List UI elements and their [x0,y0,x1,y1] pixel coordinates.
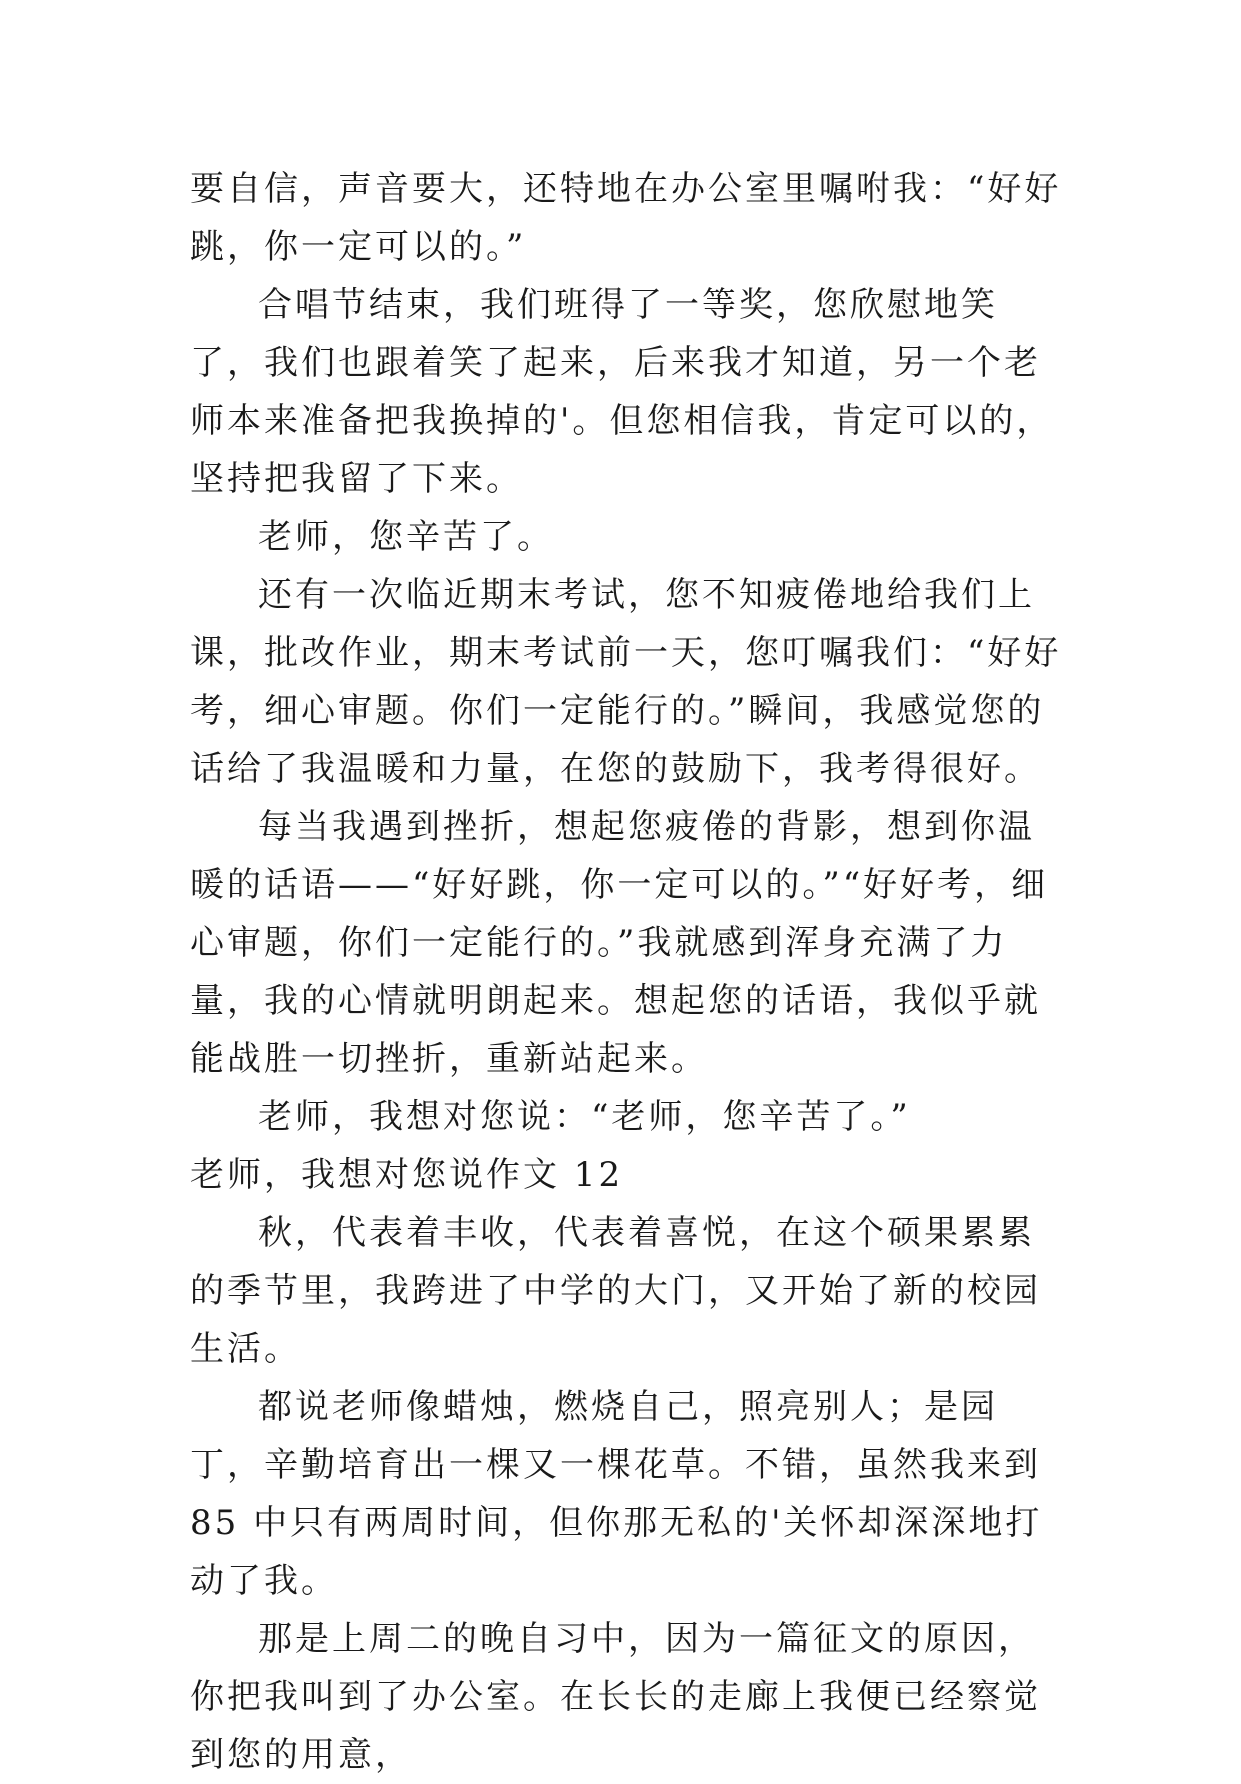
paragraph-exam: 还有一次临近期末考试，您不知疲倦地给我们上课，批改作业，期末考试前一天，您叮嘱我们：“好好考，细心审题。你们一定能行的。”瞬间，我感觉您的话给了我温暖和力量，在您的鼓励下，我考得很好。 [190,575,1062,789]
paragraph-continuation: 要自信，声音要大，还特地在办公室里嘱咐我：“好好跳，你一定可以的。” [190,169,1062,267]
paragraph-setbacks: 每当我遇到挫折，想起您疲倦的背影，想到你温暖的话语——“好好跳，你一定可以的。”“好好考，细心审题，你们一定能行的。”我就感到浑身充满了力量，我的心情就明朗起来。想起您的话语，我似乎就能战胜一切挫折，重新站起来。 [190,807,1049,1079]
paragraph-chorus: 合唱节结束，我们班得了一等奖，您欣慰地笑了，我们也跟着笑了起来，后来我才知道，另一个老师本来准备把我换掉的'。但您相信我，肯定可以的，坚持把我留了下来。 [190,285,1054,499]
paragraph-autumn: 秋，代表着丰收，代表着喜悦，在这个硕果累累的季节里，我跨进了中学的大门，又开始了新的校园生活。 [190,1213,1041,1369]
body-text [190,160,1070,1784]
paragraph-thanks-2: 老师，我想对您说：“老师，您辛苦了。” [258,1097,911,1137]
paragraph-office: 那是上周二的晚自习中，因为一篇征文的原因，你把我叫到了办公室。在长长的走廊上我便已经察觉到您的用意， [190,1619,1041,1775]
essay-title: 老师，我想对您说作文 12 [190,1155,624,1195]
paragraph-thanks-1: 老师，您辛苦了。 [258,517,554,557]
paragraph-candle: 都说老师像蜡烛，燃烧自己，照亮别人；是园丁，辛勤培育出一棵又一棵花草。不错，虽然我来到 85 中只有两周时间，但你那无私的'关怀却深深地打动了我。 [190,1387,1055,1601]
